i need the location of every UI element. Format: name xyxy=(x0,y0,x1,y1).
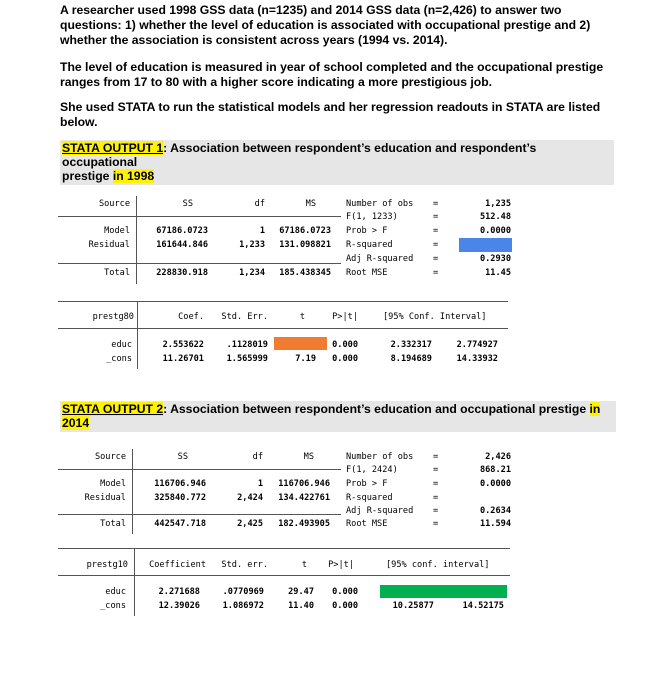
stat-eq: = xyxy=(433,519,439,529)
stat-label-rsq: R-squared xyxy=(346,240,393,250)
anova-df-residual: 2,424 xyxy=(237,493,263,503)
stat-eq: = xyxy=(433,465,439,475)
coef-educ-t: 29.47 xyxy=(288,587,314,597)
intro-paragraph-2: The level of education is measured in year of school completed and the occupational prestige ranges from 17 to 80 with a higher score indicating a more prestigious job. xyxy=(60,60,604,89)
anova-ms-model: 116706.946 xyxy=(278,479,330,489)
stat-eq: = xyxy=(433,254,439,264)
divider xyxy=(58,469,341,470)
stat-value-adjrsq: 0.2634 xyxy=(479,506,511,516)
coef-var-educ: educ xyxy=(105,587,126,597)
stat-value-nobs: 2,426 xyxy=(485,452,511,462)
anova-ms-total: 182.493905 xyxy=(278,519,330,529)
output1-heading-highlight: in 1998 xyxy=(112,169,155,183)
anova-ss-model: 116706.946 xyxy=(154,479,206,489)
anova-df-total: 2,425 xyxy=(237,519,263,529)
anova-header-ss: SS xyxy=(182,199,193,209)
stat-label-adjrsq: Adj R-squared xyxy=(346,254,414,264)
stat-label-rmse: Root MSE xyxy=(346,519,388,529)
anova-df-total: 1,234 xyxy=(239,268,265,278)
anova-ss-model: 67186.0723 xyxy=(156,226,208,236)
coef-cons-lo: 10.25877 xyxy=(392,601,434,611)
anova-ss-total: 442547.718 xyxy=(154,519,206,529)
coef-depvar: prestg10 xyxy=(86,560,128,570)
coef-cons-p: 0.000 xyxy=(332,601,358,611)
stat-eq: = xyxy=(433,212,439,222)
coef-var-cons: _cons xyxy=(106,354,132,364)
stat-label-f: F(1, 1233) xyxy=(346,212,398,222)
stat-eq: = xyxy=(433,268,439,278)
stat-eq: = xyxy=(433,479,439,489)
output2-heading-highlight: in xyxy=(589,402,601,416)
coef-educ-se: .1128019 xyxy=(226,340,268,350)
anova-ss-residual: 161644.846 xyxy=(156,240,208,250)
anova-header-ss: SS xyxy=(177,452,188,462)
anova-header-df: df xyxy=(252,452,263,462)
stat-eq: = xyxy=(433,493,439,503)
intro-paragraph-1: A researcher used 1998 GSS data (n=1235) and 2014 GSS data (n=2,426) to answer two questions: 1) whether the level of education is associated with occupational prestige and 2) whether the association is consistent across years (1994 vs. 2014). xyxy=(60,3,591,47)
anova-ms-model: 67186.0723 xyxy=(279,226,331,236)
coef-educ-lo: 2.332317 xyxy=(390,340,432,350)
stat-label-nobs: Number of obs xyxy=(346,199,414,209)
divider xyxy=(58,216,341,217)
divider xyxy=(137,301,138,369)
stat-label-probf: Prob > F xyxy=(346,226,388,236)
coef-header-coef: Coef. xyxy=(178,312,204,322)
divider xyxy=(58,575,510,576)
anova-df-residual: 1,233 xyxy=(239,240,265,250)
coef-header-se: Std. err. xyxy=(221,560,268,570)
stat-value-f: 868.21 xyxy=(479,465,511,475)
coef-header-p: P>|t| xyxy=(332,312,358,322)
stat-label-adjrsq: Adj R-squared xyxy=(346,506,414,516)
stat-eq: = xyxy=(433,452,439,462)
output2-heading-label: STATA OUTPUT 2 xyxy=(62,402,164,416)
stat-label-rmse: Root MSE xyxy=(346,268,388,278)
coef-var-cons: _cons xyxy=(100,601,126,611)
rsquared-mask-box xyxy=(459,238,512,252)
stat-value-probf: 0.0000 xyxy=(479,226,511,236)
coef-header-ci: [95% Conf. Interval] xyxy=(383,312,487,322)
coef-cons-coef: 12.39026 xyxy=(158,601,200,611)
stat-eq: = xyxy=(433,240,439,250)
coef-cons-hi: 14.52175 xyxy=(462,601,504,611)
anova-source-residual: Residual xyxy=(84,493,126,503)
divider xyxy=(58,263,341,264)
t-value-mask-box xyxy=(274,337,327,350)
coef-header-t: t xyxy=(299,312,305,322)
coef-var-educ: educ xyxy=(111,340,132,350)
coef-educ-p: 0.000 xyxy=(332,587,358,597)
anova-ss-residual: 325840.772 xyxy=(154,493,206,503)
output2-heading xyxy=(60,401,616,432)
coef-cons-t: 7.19 xyxy=(295,354,316,364)
anova-ss-total: 228830.918 xyxy=(156,268,208,278)
coef-cons-p: 0.000 xyxy=(332,354,358,364)
anova-header-ms: MS xyxy=(305,199,316,209)
coef-header-p: P>|t| xyxy=(328,560,354,570)
coef-cons-se: 1.086972 xyxy=(222,601,264,611)
anova-source-model: Model xyxy=(104,226,130,236)
output2-heading-text: : Association between respondent’s education and occupational prestige xyxy=(163,402,590,416)
coef-cons-lo: 8.194689 xyxy=(390,354,432,364)
anova-header-df: df xyxy=(254,199,265,209)
divider xyxy=(58,514,341,515)
coef-header-coef: Coefficient xyxy=(149,560,206,570)
coef-header-se: Std. Err. xyxy=(221,312,268,322)
stat-value-probf: 0.0000 xyxy=(479,479,511,489)
coef-cons-t: 11.40 xyxy=(288,601,314,611)
anova-ms-residual: 131.098821 xyxy=(279,240,331,250)
anova-header-ms: MS xyxy=(303,452,314,462)
anova-source-model: Model xyxy=(100,479,126,489)
stat-label-rsq: R-squared xyxy=(346,493,393,503)
coef-educ-coef: 2.553622 xyxy=(162,340,204,350)
divider xyxy=(58,328,508,329)
anova-source-total: Total xyxy=(100,519,126,529)
stat-label-probf: Prob > F xyxy=(346,479,388,489)
anova-source-residual: Residual xyxy=(88,240,130,250)
coef-educ-p: 0.000 xyxy=(332,340,358,350)
stat-label-nobs: Number of obs xyxy=(346,452,414,462)
coef-educ-se: .0770969 xyxy=(222,587,264,597)
output1-heading-label: STATA OUTPUT 1 xyxy=(62,141,164,155)
stat-value-nobs: 1,235 xyxy=(485,199,511,209)
intro-paragraph-3: She used STATA to run the statistical models and her regression readouts in STATA are listed below. xyxy=(60,100,601,129)
output1-heading-text: : Association between respondent’s education and respondent’s occupational xyxy=(62,141,537,169)
anova-header-source: Source xyxy=(98,199,130,209)
coef-header-ci: [95% conf. interval] xyxy=(386,560,490,570)
anova-header-source: Source xyxy=(94,452,126,462)
coef-cons-coef: 11.26701 xyxy=(162,354,204,364)
stat-eq: = xyxy=(433,506,439,516)
stat-eq: = xyxy=(433,226,439,236)
stat-value-f: 512.48 xyxy=(479,212,511,222)
coef-educ-hi: 2.774927 xyxy=(456,340,498,350)
output1-heading-text2: prestige xyxy=(62,169,113,183)
coef-cons-se: 1.565999 xyxy=(226,354,268,364)
divider xyxy=(132,449,133,534)
coef-depvar: prestg80 xyxy=(92,312,134,322)
anova-ms-residual: 134.422761 xyxy=(278,493,330,503)
stat-value-rmse: 11.45 xyxy=(485,268,511,278)
anova-source-total: Total xyxy=(104,268,130,278)
ci-mask-box xyxy=(380,585,507,598)
coef-header-t: t xyxy=(301,560,307,570)
stat-eq: = xyxy=(433,199,439,209)
divider xyxy=(58,301,508,302)
stat-label-f: F(1, 2424) xyxy=(346,465,398,475)
anova-df-model: 1 xyxy=(257,479,263,489)
divider xyxy=(58,548,510,549)
anova-df-model: 1 xyxy=(259,226,265,236)
divider xyxy=(136,196,137,284)
stat-value-adjrsq: 0.2930 xyxy=(479,254,511,264)
output1-heading xyxy=(60,140,614,185)
coef-educ-coef: 2.271688 xyxy=(158,587,200,597)
output2-heading-year: 2014 xyxy=(62,416,90,430)
divider xyxy=(134,548,135,616)
stat-value-rmse: 11.594 xyxy=(479,519,511,529)
coef-cons-hi: 14.33932 xyxy=(456,354,498,364)
anova-ms-total: 185.438345 xyxy=(279,268,331,278)
